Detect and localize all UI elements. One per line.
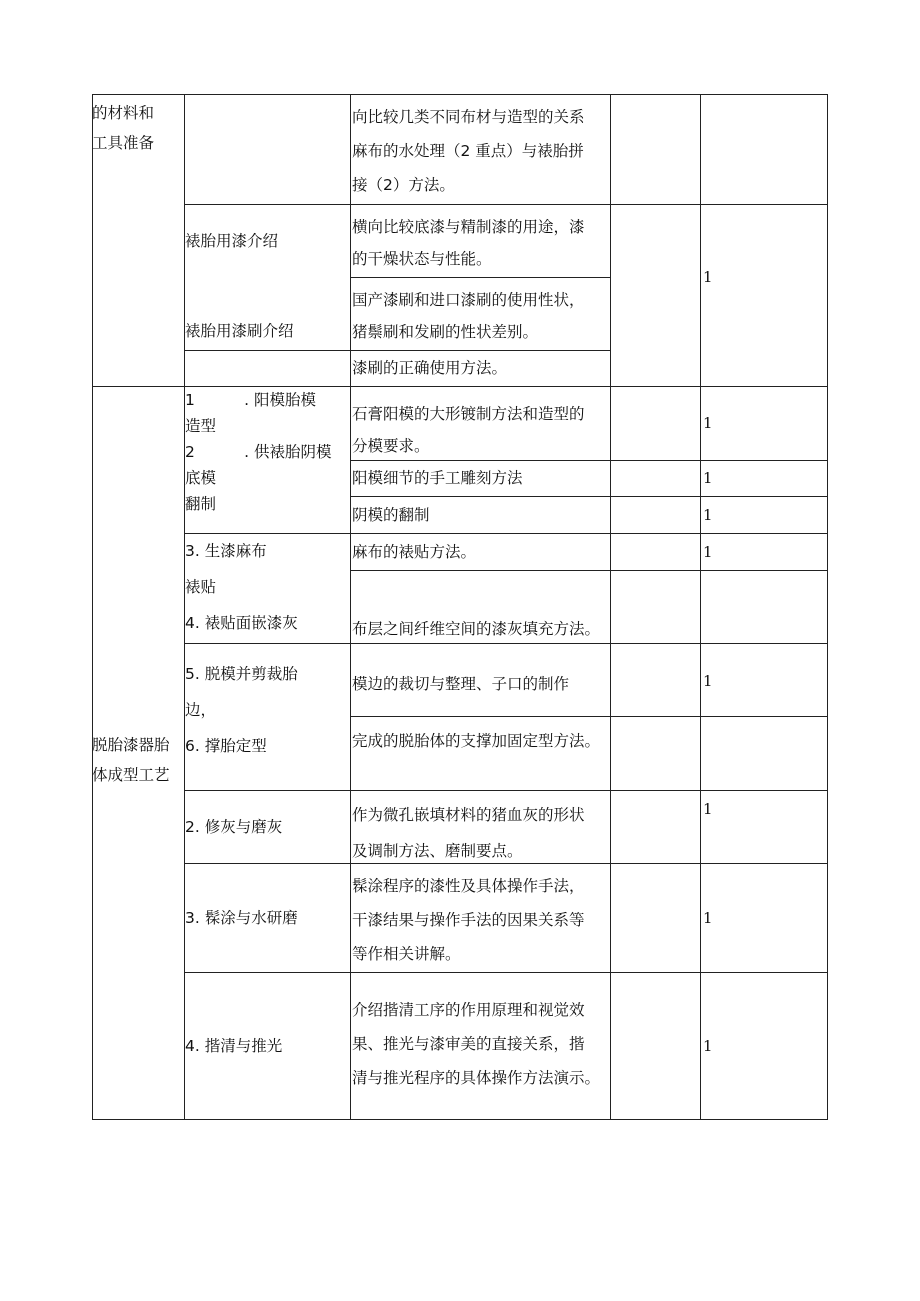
topic-cell: 裱胎用漆刷介绍 — [185, 322, 294, 340]
row-divider — [350, 716, 828, 717]
row-divider — [184, 790, 828, 791]
row-divider — [350, 460, 828, 461]
hours-cell: 1 — [703, 414, 713, 432]
hours-cell: 1 — [703, 543, 713, 561]
content-cell: 横向比较底漆与精制漆的用途，漆 的干燥状态与性能。 — [352, 218, 585, 268]
hours-cell: 1 — [703, 800, 713, 818]
category-cell: 脱胎漆器胎 体成型工艺 — [92, 736, 170, 784]
row-divider — [184, 204, 828, 205]
topic-cell: 2. 修灰与磨灰 — [185, 818, 283, 836]
topic-cell: 4. 揩清与推光 — [185, 1037, 283, 1055]
content-cell: 麻布的裱贴方法。 — [352, 543, 477, 561]
row-divider — [350, 570, 828, 571]
topic-cell: 3. 髹涂与水研磨 — [185, 909, 298, 927]
topic-cell: 1 . 阳模胎模 造型 2 . 供裱胎阴模 底模 翻制 — [185, 391, 332, 513]
content-cell: 作为微孔嵌填材料的猪血灰的形状 及调制方法、磨制要点。 — [352, 806, 585, 860]
content-cell: 完成的脱胎体的支撑加固定型方法。 — [352, 732, 601, 750]
content-cell: 阴模的翻制 — [352, 506, 430, 524]
table-border-top — [92, 94, 828, 95]
table-border-left — [92, 94, 93, 1120]
hours-cell: 1 — [703, 1037, 713, 1055]
table-border-right — [827, 94, 828, 1120]
category-cell: 的材料和 工具准备 — [92, 104, 155, 152]
topic-cell: 5. 脱模并剪裁胎 边， 6. 撑胎定型 — [185, 665, 298, 755]
col-divider — [700, 94, 701, 1120]
hours-cell: 1 — [703, 268, 713, 286]
hours-cell: 1 — [703, 469, 713, 487]
content-cell: 石膏阳模的大形镀制方法和造型的 分模要求。 — [352, 405, 585, 455]
row-divider — [184, 350, 610, 351]
content-cell: 漆刷的正确使用方法。 — [352, 359, 508, 377]
syllabus-table — [92, 94, 828, 1120]
hours-cell: 1 — [703, 672, 713, 690]
hours-cell: 1 — [703, 909, 713, 927]
table-border-bottom — [92, 1119, 828, 1120]
content-cell: 髹涂程序的漆性及具体操作手法， 干漆结果与操作手法的因果关系等 等作相关讲解。 — [352, 877, 585, 963]
row-divider — [184, 972, 828, 973]
col-divider — [610, 94, 611, 1120]
content-cell: 介绍揩清工序的作用原理和视觉效 果、推光与漆审美的直接关系，揩 清与推光程序的具体操作方法演示。 — [352, 1001, 601, 1087]
topic-cell: 裱胎用漆介绍 — [185, 232, 279, 250]
topic-cell: 3. 生漆麻布 裱贴 4. 裱贴面嵌漆灰 — [185, 542, 298, 632]
col-divider — [350, 94, 351, 1120]
content-cell: 布层之间纤维空间的漆灰填充方法。 — [352, 620, 601, 638]
content-cell: 国产漆刷和进口漆刷的使用性状， 猪鬃刷和发刷的性状差别。 — [352, 291, 585, 341]
content-cell: 阳模细节的手工雕刻方法 — [352, 469, 523, 487]
content-cell: 向比较几类不同布材与造型的关系 麻布的水处理（2 重点）与裱胎拼 接（2）方法。 — [352, 108, 585, 194]
row-divider — [350, 277, 610, 278]
row-divider — [350, 496, 828, 497]
hours-cell: 1 — [703, 506, 713, 524]
content-cell: 模边的裁切与整理、子口的制作 — [352, 675, 570, 693]
